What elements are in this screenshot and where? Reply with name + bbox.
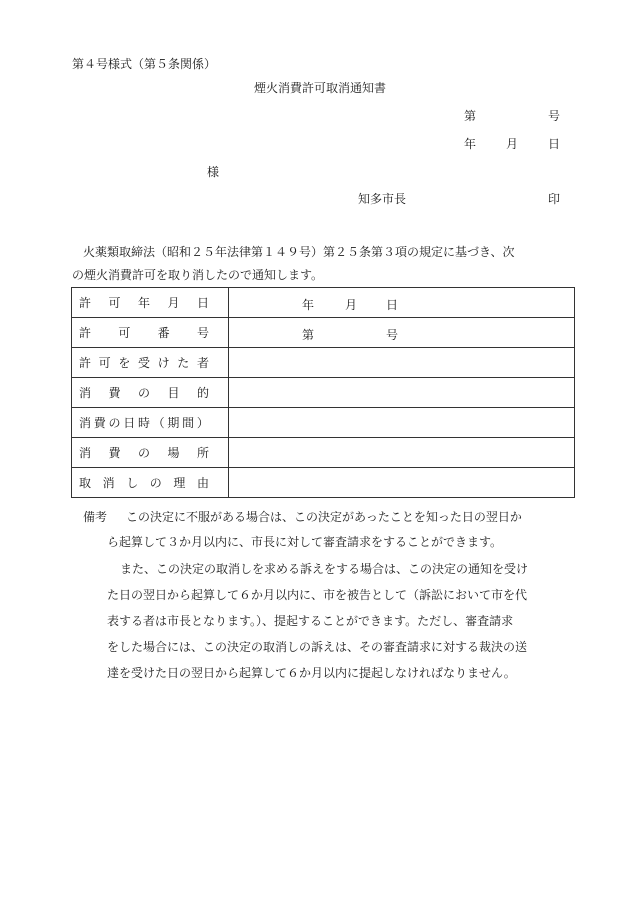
- label-char: 許: [79, 356, 92, 370]
- sender-name: 知多市長: [358, 192, 407, 206]
- seal-mark: 印: [548, 192, 561, 206]
- label-char: た: [177, 356, 190, 370]
- label-char: 可: [108, 296, 121, 310]
- remarks-p1-line2: ら起算して３か月以内に、市長に対して審査請求をすることができます。: [107, 535, 503, 549]
- remarks-p1-line1: この決定に不服がある場合は、この決定があったことを知った日の翌日か: [126, 510, 522, 524]
- label-char: 番: [157, 326, 170, 340]
- remarks-p2-line3: 表する者は市長となります。）、提起することができます。ただし、審査請求: [107, 614, 514, 628]
- label-char: 期: [167, 416, 180, 430]
- label-char: を: [118, 356, 131, 370]
- value-number-suffix: 号: [386, 328, 399, 342]
- label-chars: [79, 444, 209, 461]
- label-char: 消: [79, 416, 92, 430]
- label-char: の: [108, 416, 121, 430]
- label-char: 的: [196, 386, 209, 400]
- label-char: 目: [167, 386, 180, 400]
- doc-date-day: 日: [548, 137, 561, 151]
- value-number-prefix: 第: [302, 328, 315, 342]
- value-permit-number: [229, 318, 575, 348]
- value-permit-holder: [229, 348, 575, 378]
- label-char: 受: [137, 356, 150, 370]
- value-year: 年: [302, 298, 315, 312]
- label-char: （: [152, 416, 165, 430]
- table-row: [72, 438, 575, 468]
- label-char: 年: [137, 296, 150, 310]
- doc-number-prefix: 第: [464, 109, 477, 123]
- body-line-1: 火薬類取締法（昭和２５年法律第１４９号）第２５条第３項の規定に基づき、次: [83, 245, 515, 259]
- doc-date-year: 年: [464, 137, 477, 151]
- label-char: 消: [102, 476, 115, 490]
- value-purpose: [229, 378, 575, 408]
- label-char: 可: [98, 356, 111, 370]
- label-char: 消: [79, 386, 92, 400]
- permit-table: [71, 287, 575, 498]
- label-char: 由: [196, 476, 209, 490]
- label-purpose: [72, 378, 229, 408]
- label-char: 者: [196, 356, 209, 370]
- value-datetime: [229, 408, 575, 438]
- label-chars: [79, 384, 209, 401]
- label-char: 費: [108, 446, 121, 460]
- value-month: 月: [345, 298, 358, 312]
- label-chars: [79, 414, 209, 431]
- table-row: [72, 288, 575, 318]
- table-row: [72, 318, 575, 348]
- body-line-2: の煙火消費許可を取り消したので通知します。: [72, 268, 324, 282]
- label-char: 所: [196, 446, 209, 460]
- label-char: 許: [79, 326, 92, 340]
- value-reason: [229, 468, 575, 498]
- label-chars: [79, 324, 209, 341]
- document-title: 煙火消費許可取消通知書: [254, 81, 387, 95]
- label-char: の: [137, 446, 150, 460]
- label-chars: [79, 354, 209, 371]
- remarks-p2-line1: また、この決定の取消しを求める訴えをする場合は、この決定の通知を受け: [120, 562, 529, 576]
- label-char: 号: [196, 326, 209, 340]
- label-location: [72, 438, 229, 468]
- remarks-p2-line4: をした場合には、この決定の取消しの訴えは、その審査請求に対する裁決の送: [107, 640, 528, 654]
- label-chars: [79, 474, 209, 491]
- doc-date-month: 月: [506, 137, 519, 151]
- remarks-p2-line5: 達を受けた日の翌日から起算して６か月以内に提起しなければなりません。: [107, 666, 516, 680]
- label-datetime: [72, 408, 229, 438]
- label-reason: [72, 468, 229, 498]
- table-row: [72, 348, 575, 378]
- table-row: [72, 468, 575, 498]
- label-char: 取: [79, 476, 92, 490]
- label-permit-date: [72, 288, 229, 318]
- addressee-suffix: 様: [207, 165, 220, 179]
- label-char: ）: [196, 416, 209, 430]
- label-char: 費: [108, 386, 121, 400]
- remarks-heading: 備考: [83, 510, 108, 524]
- label-char: 間: [182, 416, 195, 430]
- label-char: 費: [93, 416, 106, 430]
- table-row: [72, 408, 575, 438]
- label-char: 消: [79, 446, 92, 460]
- label-char: 日: [123, 416, 136, 430]
- label-char: 日: [196, 296, 209, 310]
- value-day: 日: [386, 298, 399, 312]
- form-number: 第４号様式（第５条関係）: [72, 57, 217, 71]
- label-char: 許: [79, 296, 92, 310]
- table-row: [72, 378, 575, 408]
- label-char: 可: [118, 326, 131, 340]
- label-char: 時: [137, 416, 150, 430]
- label-char: の: [149, 476, 162, 490]
- label-chars: [79, 294, 209, 311]
- label-permit-number: [72, 318, 229, 348]
- remarks-p2-line2: た日の翌日から起算して６か月以内に、市を被告として（訴訟において市を代: [107, 588, 528, 602]
- label-char: 月: [167, 296, 180, 310]
- label-char: 理: [173, 476, 186, 490]
- doc-number-suffix: 号: [548, 109, 561, 123]
- label-permit-holder: [72, 348, 229, 378]
- label-char: 場: [167, 446, 180, 460]
- label-char: し: [126, 476, 139, 490]
- value-permit-date: [229, 288, 575, 318]
- label-char: け: [157, 356, 170, 370]
- label-char: の: [137, 386, 150, 400]
- value-location: [229, 438, 575, 468]
